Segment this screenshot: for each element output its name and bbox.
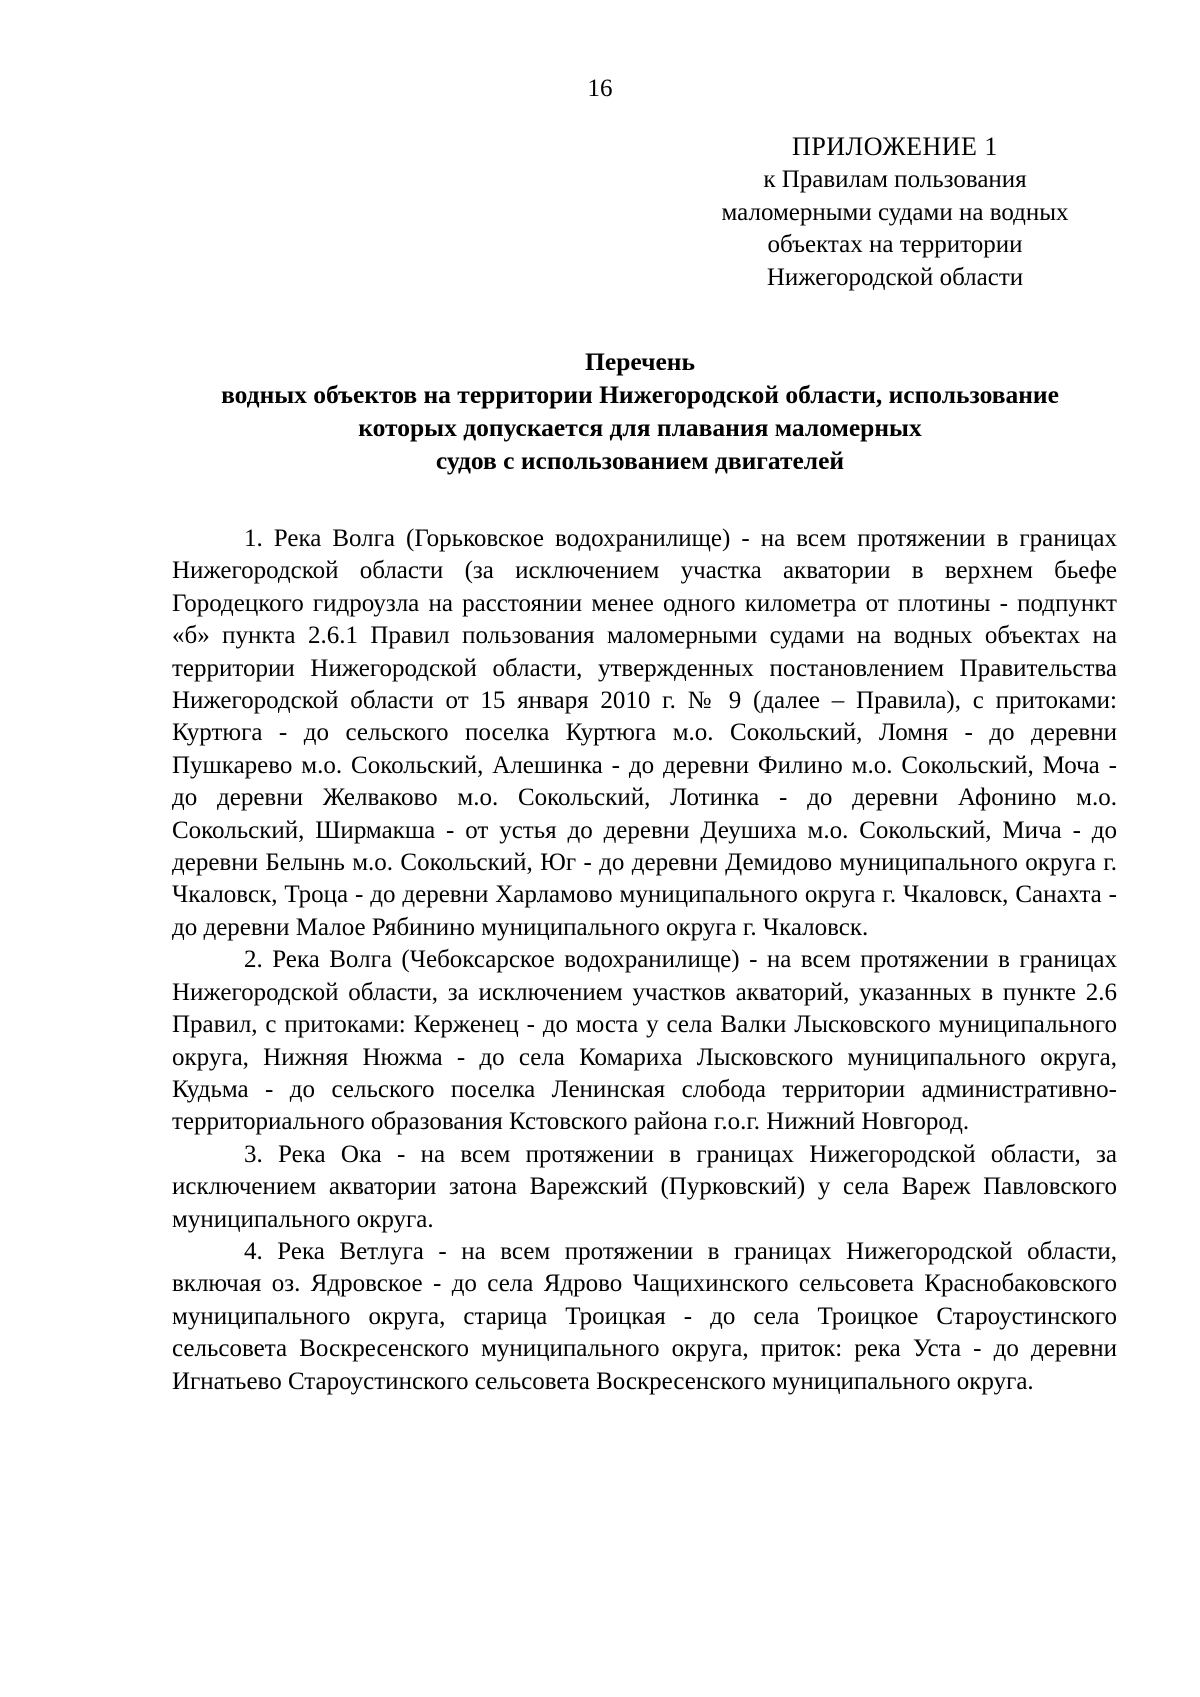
list-item: 3. Река Ока - на всем протяжении в границах Нижегородской области, за исключением акватории затона Варежский (Пурковский) у села Вареж Павловского муниципального округа.	[172, 1140, 1117, 1233]
heading-line: Перечень	[585, 347, 695, 376]
appendix-line: объектах на территории	[767, 231, 1023, 258]
heading-line: водных объектов на территории Нижегородской области, использование	[221, 380, 1059, 409]
appendix-block	[690, 130, 1100, 294]
list-item: 2. Река Волга (Чебоксарское водохранилище) - на всем протяжении в границах Нижегородской области, за исключением участков акваторий, указанных в пункте 2.6 Правил, с притоками: Керженец - до моста у села Валки Лысковского муниципального округа, Нижняя Нюжма - до села Комариха Лысковского муниципального округа, Кудьма - до сельского поселка Ленинская слобода территории административно-территориального образования Кстовского района г.о.г. Нижний Новгород.	[172, 946, 1117, 1136]
appendix-line: к Правилам пользования	[763, 166, 1027, 193]
heading-line: судов с использованием двигателей	[435, 446, 845, 475]
page-number: 16	[587, 75, 613, 102]
list-item: 1. Река Волга (Горьковское водохранилище) - на всем протяжении в границах Нижегородской области (за исключением участка акватории в верхнем бьефе Городецкого гидроузла на расстоянии менее одного километра от плотины - подпункт «б» пункта 2.6.1 Правил пользования маломерными судами на водных объектах на территории Нижегородской области, утвержденных постановлением Правительства Нижегородской области от 15 января 2010 г. № 9 (далее – Правила), с притоками: Куртюга - до сельского поселка Куртюга м.о. Сокольский, Ломня - до деревни Пушкарево м.о. Сокольский, Алешинка - до деревни Филино м.о. Сокольский, Моча - до деревни Желваково м.о. Сокольский, Лотинка - до деревни Афонино м.о. Сокольский, Ширмакша - от устья до деревни Деушиха м.о. Сокольский, Мича - до деревни Белынь м.о. Сокольский, Юг - до деревни Демидово муниципального округа г. Чкаловск, Троца - до деревни Харламово муниципального округа г. Чкаловск, Санахта - до деревни Малое Рябинино муниципального округа г. Чкаловск.	[172, 525, 1117, 941]
appendix-line: маломерными судами на водных	[721, 198, 1069, 226]
list-item: 4. Река Ветлуга - на всем протяжении в границах Нижегородской области, включая оз. Ядровское - до села Ядрово Чащихинского сельсовета Краснобаковского муниципального округа, старица Троицкая - до села Троицкое Староустинского сельсовета Воскресенского муниципального округа, приток: река Уста - до деревни Игнатьево Староустинского сельсовета Воскресенского муниципального округа.	[172, 1237, 1117, 1395]
document-body	[172, 523, 1117, 1398]
appendix-line: Нижегородской области	[766, 263, 1024, 291]
heading-line: которых допускается для плавания маломерных	[358, 413, 922, 442]
document-heading	[150, 345, 1130, 477]
appendix-title: ПРИЛОЖЕНИЕ 1	[792, 132, 998, 161]
